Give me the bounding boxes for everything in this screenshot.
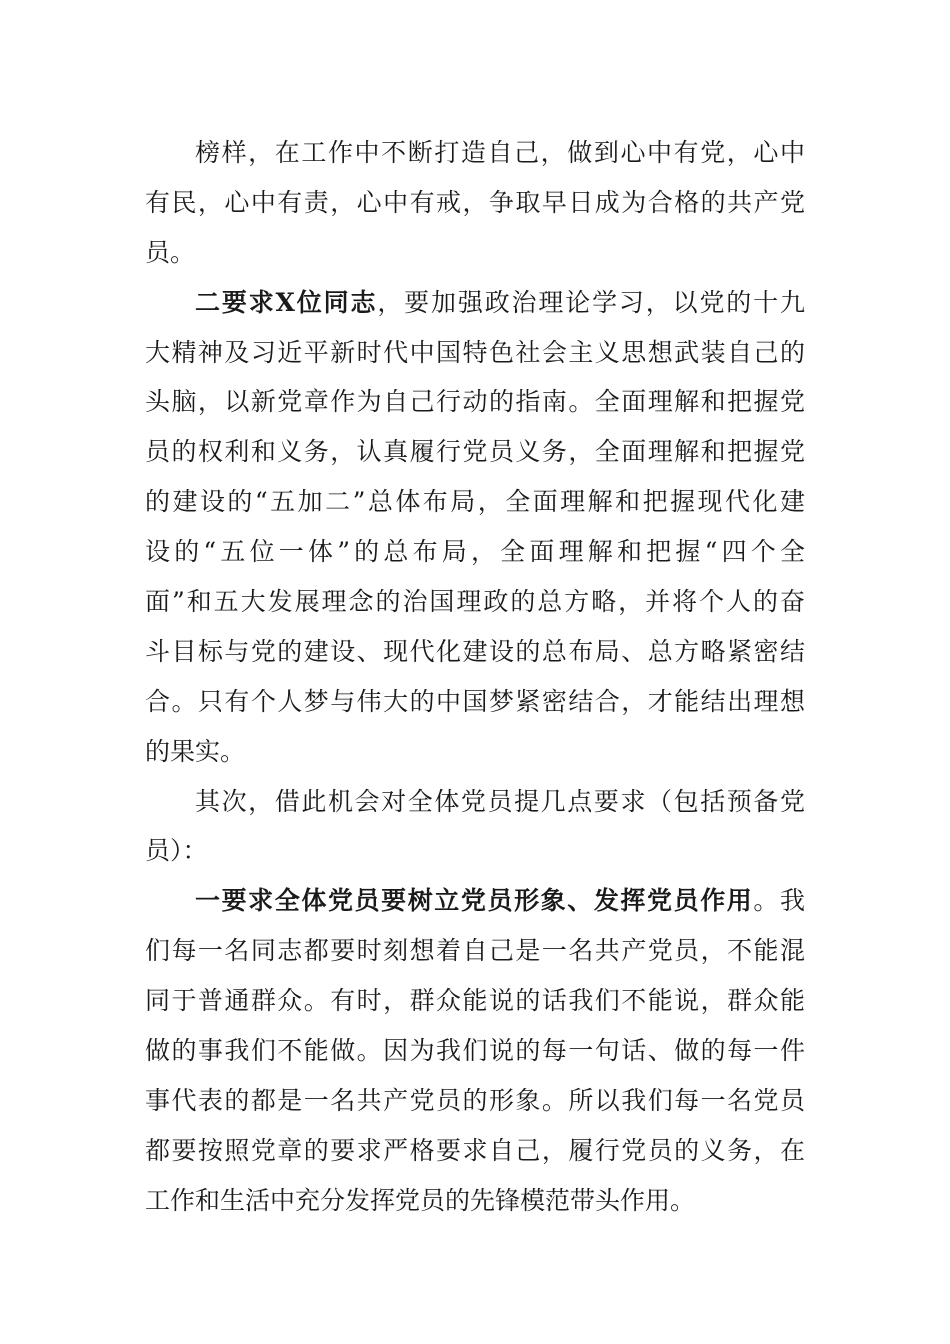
text-line: 设的“五位一体”的总布局，全面理解和把握“四个全 [145, 537, 805, 567]
paragraph-2 [145, 278, 805, 777]
paragraph-lead-heading: 一要求全体党员要树立党员形象、发挥党员作用 [195, 886, 754, 916]
text-line: 榜样，在工作中不断打造自己，做到心中有党，心中 [195, 138, 805, 167]
text-line: 有民，心中有责，心中有戒，争取早日成为合格的共产党 [145, 187, 805, 217]
text-line: 其次，借此机会对全体党员提几点要求（包括预备党 [195, 786, 805, 816]
text-line: 员。 [145, 237, 196, 267]
text-line: 大精神及习近平新时代中国特色社会主义思想武装自己的 [145, 337, 805, 367]
paragraph-3 [145, 777, 805, 877]
text-line: 都要按照党章的要求严格要求自己，履行党员的义务，在 [145, 1135, 805, 1165]
paragraph-lead-heading: 二要求X位同志 [195, 287, 378, 317]
text-line: 的建设的“五加二”总体布局，全面理解和把握现代化建 [145, 487, 805, 517]
text-line: 斗目标与党的建设、现代化建设的总布局、总方略紧密结 [145, 636, 805, 666]
text-line: 做的事我们不能做。因为我们说的每一句话、做的每一件 [145, 1036, 805, 1066]
text-line-with-lead [145, 278, 805, 328]
text-line: 同于普通群众。有时，群众能说的话我们不能说，群众能 [145, 986, 805, 1016]
text-line: 头脑，以新党章作为自己行动的指南。全面理解和把握党 [145, 387, 805, 417]
text-line: 面”和五大发展理念的治国理政的总方略，并将个人的奋 [145, 587, 805, 617]
paragraph-1 [145, 128, 805, 278]
text-line-rest: 。我 [753, 886, 805, 916]
text-line: 工作和生活中充分发挥党员的先锋模范带头作用。 [145, 1185, 696, 1215]
text-line-rest: ，要加强政治理论学习，以党的十九 [377, 287, 805, 317]
text-line: 们每一名同志都要时刻想着自己是一名共产党员，不能混 [145, 936, 805, 966]
text-line-with-lead [145, 876, 805, 926]
text-line: 的果实。 [145, 736, 246, 766]
paragraph-4 [145, 876, 805, 1225]
document-page [145, 128, 805, 1226]
text-line: 员）： [145, 836, 208, 866]
text-line: 合。只有个人梦与伟大的中国梦紧密结合，才能结出理想 [145, 686, 805, 716]
text-line: 事代表的都是一名共产党员的形象。所以我们每一名党员 [145, 1085, 805, 1115]
text-line: 员的权利和义务，认真履行党员义务，全面理解和把握党 [145, 437, 805, 467]
